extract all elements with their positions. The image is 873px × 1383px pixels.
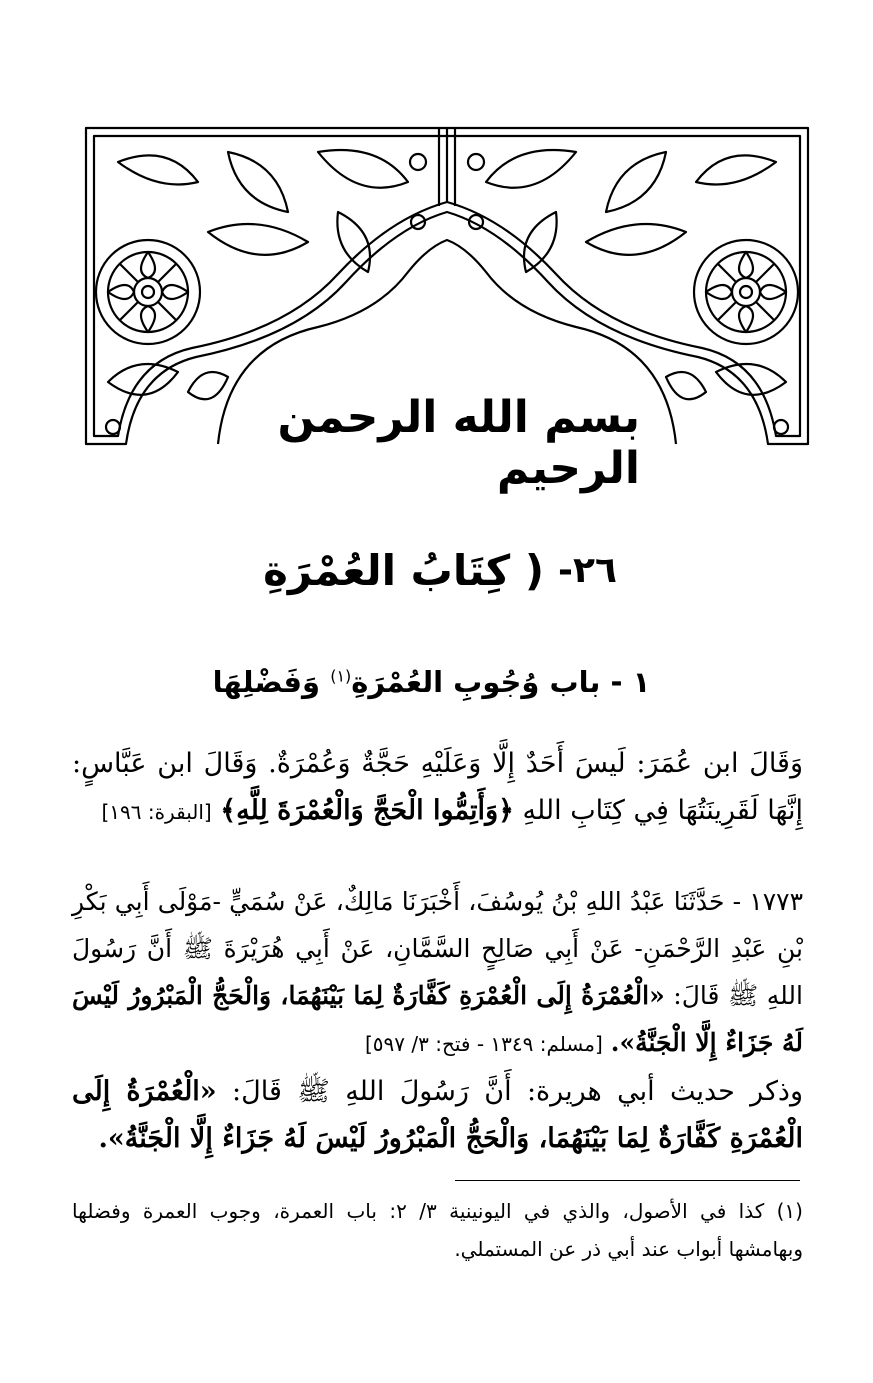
footnote-marker: (١) [330,666,352,686]
hadith-text: «الْعُمْرَةُ إِلَى الْعُمْرَةِ كَفَّارَةٌ لِمَا بَيْنَهُمَا، وَالْحَجُّ الْمَبْرُورُ لَيْسَ لَهُ جَزَاءٌ إِلَّا الْجَنَّةُ». [72,1076,803,1154]
footnote [72,1192,803,1268]
paragraph-text: وَقَالَ ابن عُمَرَ: لَيسَ أَحَدٌ إِلَّا وَعَلَيْهِ حَجَّةٌ وَعُمْرَةٌ. وَقَالَ ابن عَبَّاسٍ: إِنَّهَا لَقَرِينَتُهَا فِي كِتَابِ اللهِ [72,748,803,826]
paragraph-abu-hurayra [72,1068,803,1162]
hadith-reference: [مسلم: ١٣٤٩ - فتح: ٣/ ٥٩٧] [364,1032,603,1056]
paragraph-text: وذكر حديث أبي هريرة: أَنَّ رَسُولَ اللهِ ﷺ قَالَ: [232,1076,803,1107]
hadith-text: «الْعُمْرَةُ إِلَى الْعُمْرَةِ كَفَّارَةٌ لِمَا بَيْنَهُمَا، وَالْحَجُّ الْمَبْرُورُ لَيْسَ لَهُ جَزَاءٌ إِلَّا الْجَنَّةُ». [72,981,803,1057]
verse-reference: [البقرة: ١٩٦] [101,800,212,824]
book-title-text: ( كِتَابُ العُمْرَةِ [263,545,545,595]
footnote-text: كذا في الأصول، والذي في اليونينية ٣/ ٢: باب العمرة، وجوب العمرة وفضلها وبهامشها أبواب عند أبي ذر عن المستملي. [72,1199,803,1261]
paragraph-ibn-umar [72,740,803,836]
chapter-heading [60,665,803,713]
book-number: ٢٦- [558,549,617,591]
basmala-calligraphy: بسم الله الرحمن الرحيم [277,391,640,494]
hadith-chain: ١٧٧٣ - حَدَّثَنَا عَبْدُ اللهِ بْنُ يُوسُفَ، أَخْبَرَنَا مَالِكٌ، عَنْ سُمَيٍّ -مَوْلَى أَبِي بَكْرِ بْنِ عَبْدِ الرَّحْمَنِ- عَنْ أَبِي صَالِحٍ السَّمَّانِ، عَنْ أَبِي هُرَيْرَةَ ﷺ أَنَّ رَسُولَ اللهِ ﷺ قَالَ: [72,887,803,1010]
footnote-divider [455,1180,800,1181]
book-title [200,535,680,605]
hadith-1773 [72,878,803,1068]
quran-verse: ﴿وَأَتِمُّوا الْحَجَّ وَالْعُمْرَةَ لِلَّهِ﴾ [220,795,514,826]
chapter-title-end: وَفَضْلِهَا [212,665,321,699]
footnote-number: (١) [776,1199,803,1223]
chapter-title: ١ - باب وُجُوبِ العُمْرَةِ [351,665,651,699]
